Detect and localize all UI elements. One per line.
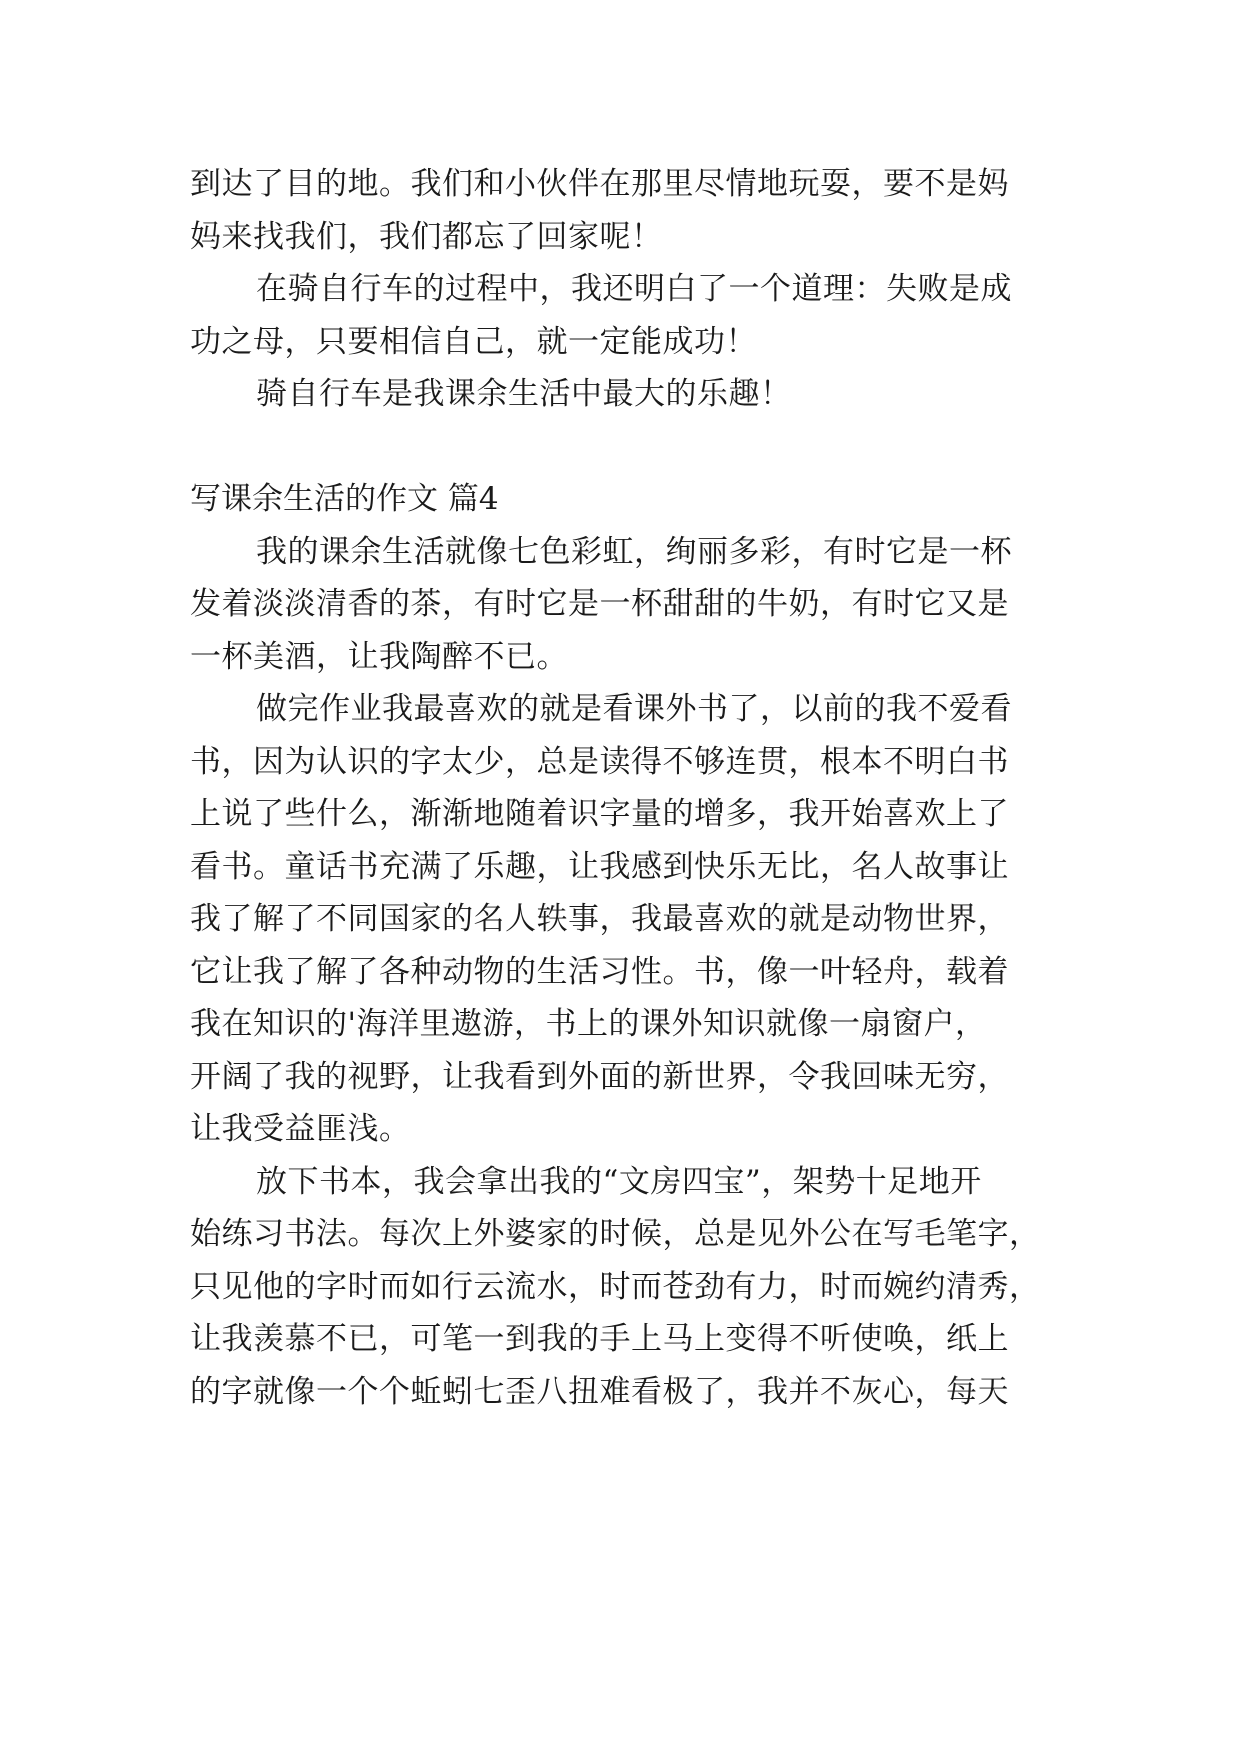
text-line: 功之母，只要相信自己，就一定能成功！	[190, 323, 757, 360]
text-line: 的字就像一个个蚯蚓七歪八扭难看极了，我并不灰心，每天	[190, 1373, 1009, 1410]
text-line: 只见他的字时而如行云流水，时而苍劲有力，时而婉约清秀，	[190, 1268, 1041, 1305]
section-heading: 写课余生活的作文 篇4	[190, 481, 499, 517]
paragraph	[190, 1156, 1050, 1419]
text-line: 一杯美酒，让我陶醉不已。	[190, 638, 568, 675]
text-line: 我在知识的'海洋里遨游，书上的课外知识就像一扇窗户，	[190, 1006, 987, 1042]
text-line: 上说了些什么，渐渐地随着识字量的增多，我开始喜欢上了	[190, 796, 1009, 832]
text-line: 我了解了不同国家的名人轶事，我最喜欢的就是动物世界，	[190, 901, 1009, 937]
text-line: 在骑自行车的过程中，我还明白了一个道理：失败是成	[256, 271, 1012, 307]
text-line: 开阔了我的视野，让我看到外面的新世界，令我回味无穷，	[190, 1058, 1009, 1095]
paragraph	[190, 368, 1050, 421]
paragraph	[190, 683, 1050, 1156]
text-line: 做完作业我最喜欢的就是看课外书了，以前的我不爱看	[256, 691, 1012, 727]
paragraph	[190, 158, 1050, 263]
text-line: 骑自行车是我课余生活中最大的乐趣！	[256, 376, 792, 412]
text-line: 让我羡慕不已，可笔一到我的手上马上变得不听使唤，纸上	[190, 1321, 1009, 1357]
text-line: 让我受益匪浅。	[190, 1111, 411, 1147]
text-line: 看书。童话书充满了乐趣，让我感到快乐无比，名人故事让	[190, 848, 1009, 885]
section-spacer	[190, 421, 1050, 474]
document-body	[190, 158, 1050, 1418]
paragraph	[190, 526, 1050, 684]
paragraph	[190, 263, 1050, 368]
text-line: 我的课余生活就像七色彩虹，绚丽多彩，有时它是一杯	[256, 533, 1012, 570]
text-line: 发着淡淡清香的茶，有时它是一杯甜甜的牛奶，有时它又是	[190, 586, 1009, 622]
text-line: 始练习书法。每次上外婆家的时候，总是见外公在写毛笔字，	[190, 1216, 1041, 1252]
text-line: 妈来找我们，我们都忘了回家呢！	[190, 218, 663, 255]
text-line: 到达了目的地。我们和小伙伴在那里尽情地玩耍，要不是妈	[190, 166, 1009, 202]
text-line: 放下书本，我会拿出我的“文房四宝”，架势十足地开	[256, 1163, 982, 1200]
text-line: 它让我了解了各种动物的生活习性。书，像一叶轻舟，载着	[190, 953, 1009, 990]
text-line: 书，因为认识的字太少，总是读得不够连贯，根本不明白书	[190, 743, 1009, 780]
